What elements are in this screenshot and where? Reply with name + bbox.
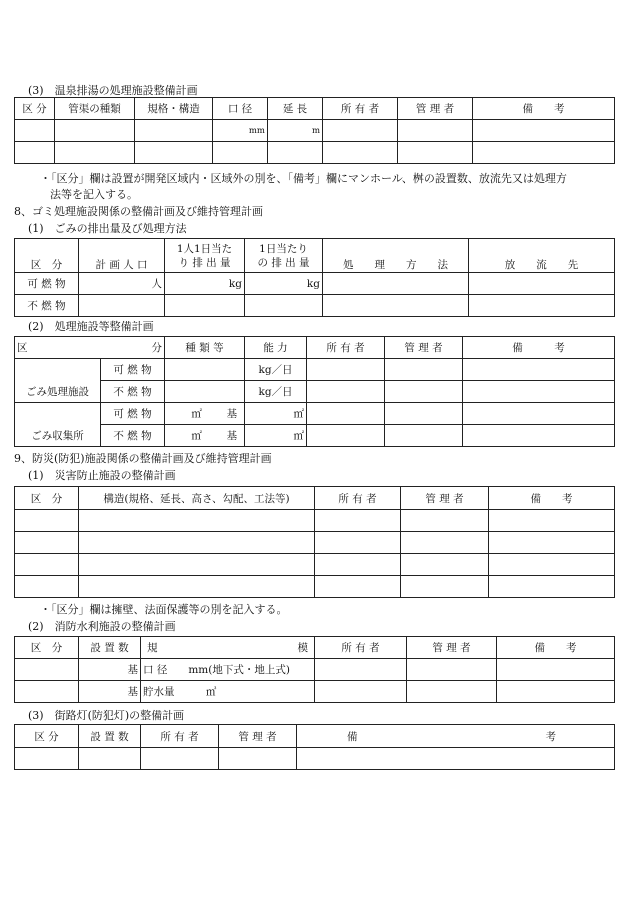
unit-mm: mm [213,120,268,142]
col-structure: 構造(規格、延長、高さ、勾配、工法等) [79,487,315,510]
type-cell [165,425,245,447]
col-manager: 管 理 者 [385,337,463,359]
col-remarks: 備 考 [463,337,615,359]
col-per-day-line2: の 排 出 量 [257,256,310,269]
table-row [15,425,615,447]
table-row [15,142,615,164]
section-9-1-note: ・「区分」欄は擁壁、法面保護等の別を記入する。 [40,603,288,616]
capacity-unit: kg／日 [245,359,307,381]
col-manager: 管 理 者 [407,637,497,659]
col-kubun: 区 分 [15,725,79,748]
col-per-person-line2: り 排 出 量 [178,256,231,269]
row-combustible: 可 燃 物 [101,403,165,425]
table-row [15,532,615,554]
row-noncombustible: 不 燃 物 [101,381,165,403]
disaster-prevention-table [14,486,615,598]
section-9-2-title: (2) 消防水利施設の整備計画 [28,620,176,633]
unit-m2: ㎡ [245,403,307,425]
unit-kg-2: kg [245,273,323,295]
row-noncombustible: 不 燃 物 [15,295,79,317]
col-type: 種 類 等 [165,337,245,359]
col-pipe-type: 管渠の種類 [55,98,135,120]
type-cell [165,403,245,425]
col-owner: 所 有 者 [141,725,219,748]
col-owner: 所 有 者 [307,337,385,359]
col-per-person [165,239,245,273]
col-owner: 所 有 者 [315,487,401,510]
col-per-day [245,239,323,273]
col-kubun: 区 分 [15,637,79,659]
table-row [15,576,615,598]
onsen-drainage-table [14,97,615,164]
section-3-title: (3) 温泉排湯の処理施設整備計画 [28,84,198,97]
col-capacity: 能 力 [245,337,307,359]
section-9-3-title: (3) 街路灯(防犯灯)の整備計画 [28,709,185,722]
col-ku: 区 [15,337,101,359]
col-owner: 所 有 者 [323,98,398,120]
row-noncombustible: 不 燃 物 [101,425,165,447]
group-processing: ごみ処理施設 [15,359,101,403]
col-remarks-left: 備 [347,730,358,743]
col-per-day-line1: 1日当たり [259,242,308,255]
col-owner: 所 有 者 [315,637,407,659]
table-row [15,295,615,317]
col-manager: 管 理 者 [398,98,473,120]
unit-kg-1: kg [165,273,245,295]
col-population: 計 画 人 口 [79,239,165,273]
unit-m: m [268,120,323,142]
col-remarks: 備 考 [489,487,615,510]
section-8-1-title: (1) ごみの排出量及び処理方法 [28,222,187,235]
col-destination: 放 流 先 [469,239,615,273]
col-manager: 管 理 者 [219,725,297,748]
section-9-1-title: (1) 災害防止施設の整備計画 [28,469,176,482]
col-diameter: 口 径 [213,98,268,120]
col-count: 設 置 数 [79,637,141,659]
table-row [15,120,615,142]
unit-ki: 基 [79,659,141,681]
col-kubun: 区 分 [15,239,79,273]
col-method: 処 理 方 法 [323,239,469,273]
table-row [15,403,615,425]
col-spec: 規格・構造 [135,98,213,120]
table-row [15,359,615,381]
section-3-note-1: ・「区分」欄は設置が開発区域内・区域外の別を、「備考」欄にマンホール、桝の設置数、放流先又は処理方 [40,172,567,185]
col-scale [141,637,315,659]
waste-amount-table [14,238,615,317]
col-scale-left: 規 [147,642,158,654]
capacity-unit: kg／日 [245,381,307,403]
row-combustible: 可 燃 物 [15,273,79,295]
waste-facility-table [14,336,615,447]
table-row [15,554,615,576]
section-3-note-2: 法等を記入する。 [50,188,138,201]
group-collection: ごみ収集所 [15,403,101,447]
table-row [15,510,615,532]
row-combustible: 可 燃 物 [101,359,165,381]
unit-person: 人 [79,273,165,295]
unit-m3: ㎥ [205,686,217,698]
section-9-title: 9、防災(防犯)施設関係の整備計画及び維持管理計画 [14,452,272,465]
col-bun: 分 [101,337,165,359]
col-kubun: 区 分 [15,98,55,120]
unit-ki: 基 [79,681,141,703]
unit-m2: ㎡ [191,430,202,442]
unit-m2: ㎡ [245,425,307,447]
unit-ki: 基 [226,430,238,442]
table-row [15,273,615,295]
unit-ki: 基 [226,408,238,420]
col-count: 設 置 数 [79,725,141,748]
col-manager: 管 理 者 [401,487,489,510]
street-light-table [14,724,615,770]
table-row [15,659,615,681]
table-row [15,748,615,770]
diameter-cell: 口 径 mm(地下式・地上式) [141,659,315,681]
volume-cell [141,681,315,703]
col-remarks: 備 考 [497,637,615,659]
section-8-2-title: (2) 処理施設等整備計画 [28,320,154,333]
section-8-title: 8、ゴミ処理施設関係の整備計画及び維持管理計画 [14,205,263,218]
table-row [15,681,615,703]
col-length: 延 長 [268,98,323,120]
col-remarks [297,725,615,748]
col-remarks: 備 考 [473,98,615,120]
col-scale-right: 模 [297,642,308,654]
table-row [15,381,615,403]
unit-m2: ㎡ [191,408,202,420]
col-remarks-right: 考 [545,730,556,743]
col-per-person-line1: 1人1日当た [176,242,233,255]
volume-label: 貯水量 [143,686,175,698]
fire-water-table [14,636,615,703]
col-kubun: 区 分 [15,487,79,510]
